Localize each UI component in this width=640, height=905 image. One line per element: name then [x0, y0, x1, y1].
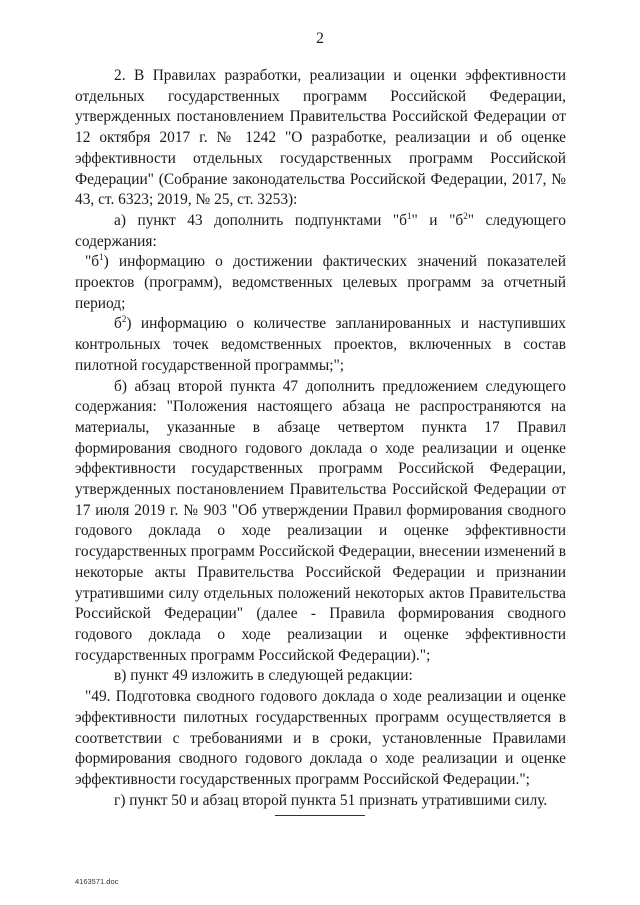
text-segment: " следующего содержания: [75, 211, 566, 250]
paragraph-quote-49: "49. Подготовка сводного годового доклада о ходе реализации и оценке эффективности пилотных государственных программ осуществляется в соответствии с требованиями и в сроки, установленные Правилами формирования сводного годового доклада о ходе реализации и оценке эффективности государственных программ Российской Федерации."; [75, 688, 566, 788]
superscript: 1 [99, 252, 104, 263]
superscript: 2 [121, 314, 127, 325]
text-segment: ) информацию о достижении фактических значений показателей проектов (программ), ведомственных целевых программ за отчетный период; [75, 253, 566, 312]
paragraph-quote-b2 [75, 314, 566, 376]
paragraph-subitem-b: б) абзац второй пункта 47 дополнить предложением следующего содержания: "Положения настоящего абзаца не распространяются на материалы, указанные в абзаце четвертом пункта 17 Правил формирования сводного годового доклада о ходе реализации и оценке эффективности государственных программ Российской Федерации, утвержденных постановлением Правительства Российской Федерации от 17 июля 2019 г. № 903 "Об утверждении Правил формирования сводного годового доклада о ходе реализации и оценке эффективности государственных программ Российской Федерации, внесении изменений в некоторые акты Правительства Российской Федерации и признании утратившими силу отдельных положений некоторых актов Правительства Российской Федерации" (далее - Правила формирования сводного годового доклада о ходе реализации и оценке эффективности государственных программ Российской Федерации)."; [75, 377, 566, 664]
paragraph-amendment-intro: 2. В Правилах разработки, реализации и оценки эффективности отдельных государственных программ Российской Федерации, утвержденных постановлением Правительства Российской Федерации от 12 октября 2017 г. № 1242 "О разработке, реализации и об оценке эффективности отдельных государственных программ Российской Федерации" (Собрание законодательства Российской Федерации, 2017, № 43, ст. 6323; 2019, № 25, ст. 3253): [75, 67, 566, 209]
superscript: 1 [406, 210, 412, 221]
superscript: 2 [463, 210, 468, 221]
paragraph-subitem-a [75, 211, 566, 252]
paragraph-quote-b1 [75, 252, 566, 314]
paragraph-subitem-v: в) пункт 49 изложить в следующей редакции: [114, 667, 413, 685]
paragraph-subitem-g: г) пункт 50 и абзац второй пункта 51 признать утратившими силу. [114, 791, 548, 809]
document-body [75, 66, 566, 811]
end-divider [275, 815, 365, 816]
text-segment: ) информацию о количестве запланированных и наступивших контрольных точек ведомственных проектов, включенных в состав пилотной государственной программы;"; [75, 315, 566, 374]
text-segment: " и "б [411, 211, 464, 229]
text-segment: "б [85, 253, 100, 271]
page-number: 2 [316, 30, 324, 47]
text-segment: а) пункт 43 дополнить подпунктами "б [114, 211, 407, 229]
text-segment: б [114, 315, 122, 333]
document-code: 4163571.doc [75, 877, 119, 886]
